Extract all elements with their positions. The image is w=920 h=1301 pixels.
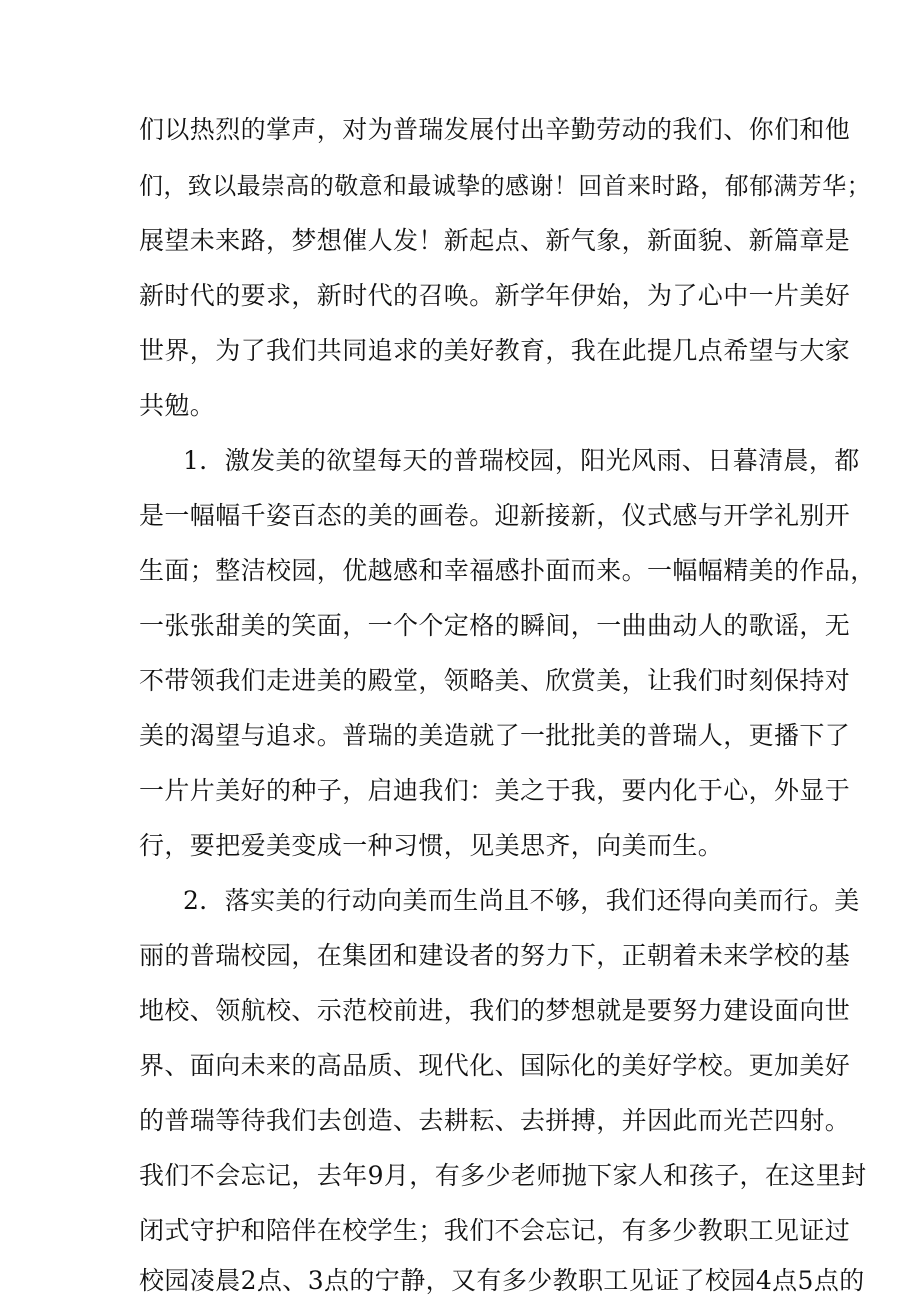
text-line: 的普瑞等待我们去创造、去耕耘、去拼搏，并因此而光芒四射。 — [139, 1106, 851, 1135]
text-line: 丽的普瑞校园，在集团和建设者的努力下，正朝着未来学校的基 — [139, 941, 851, 970]
list-item-heading: 1．激发美的欲望每天的普瑞校园，阳光风雨、日暮清晨，都 — [183, 446, 860, 475]
text-line: 一片片美好的种子，启迪我们：美之于我，要内化于心，外显于 — [139, 776, 851, 805]
text-line: 不带领我们走进美的殿堂，领略美、欣赏美，让我们时刻保持对 — [139, 666, 851, 695]
text-line: 们以热烈的掌声，对为普瑞发展付出辛勤劳动的我们、你们和他 — [139, 115, 851, 144]
text-line: 一张张甜美的笑面，一个个定格的瞬间，一曲曲动人的歌谣，无 — [139, 611, 851, 640]
text-line: 美的渴望与追求。普瑞的美造就了一批批美的普瑞人，更播下了 — [139, 721, 851, 750]
text-line: 行，要把爱美变成一种习惯，见美思齐，向美而生。 — [139, 831, 724, 860]
text-line: 展望未来路，梦想催人发！新起点、新气象，新面貌、新篇章是 — [139, 226, 851, 255]
text-line: 是一幅幅千姿百态的美的画卷。迎新接新，仪式感与开学礼别开 — [139, 501, 851, 530]
list-item-heading: 2．落实美的行动向美而生尚且不够，我们还得向美而行。美 — [183, 886, 860, 915]
text-line: 世界，为了我们共同追求的美好教育，我在此提几点希望与大家 — [139, 336, 851, 365]
text-line: 们，致以最崇高的敬意和最诚挚的感谢！回首来时路，郁郁满芳华； — [139, 172, 871, 200]
text-line: 闭式守护和陪伴在校学生；我们不会忘记，有多少教职工见证过 — [139, 1216, 851, 1245]
text-line: 界、面向未来的高品质、现代化、国际化的美好学校。更加美好 — [139, 1051, 851, 1080]
text-line: 地校、领航校、示范校前进，我们的梦想就是要努力建设面向世 — [139, 996, 851, 1025]
text-line: 新时代的要求，新时代的召唤。新学年伊始，为了心中一片美好 — [139, 281, 851, 310]
text-line: 校园凌晨2点、3点的宁静，又有多少教职工见证了校园4点5点的 — [139, 1266, 865, 1295]
text-line: 共勉。 — [139, 391, 216, 420]
text-line: 生面；整洁校园，优越感和幸福感扑面而来。一幅幅精美的作品， — [139, 556, 876, 585]
text-line: 我们不会忘记，去年9月，有多少老师抛下家人和孩子，在这里封 — [139, 1161, 867, 1190]
